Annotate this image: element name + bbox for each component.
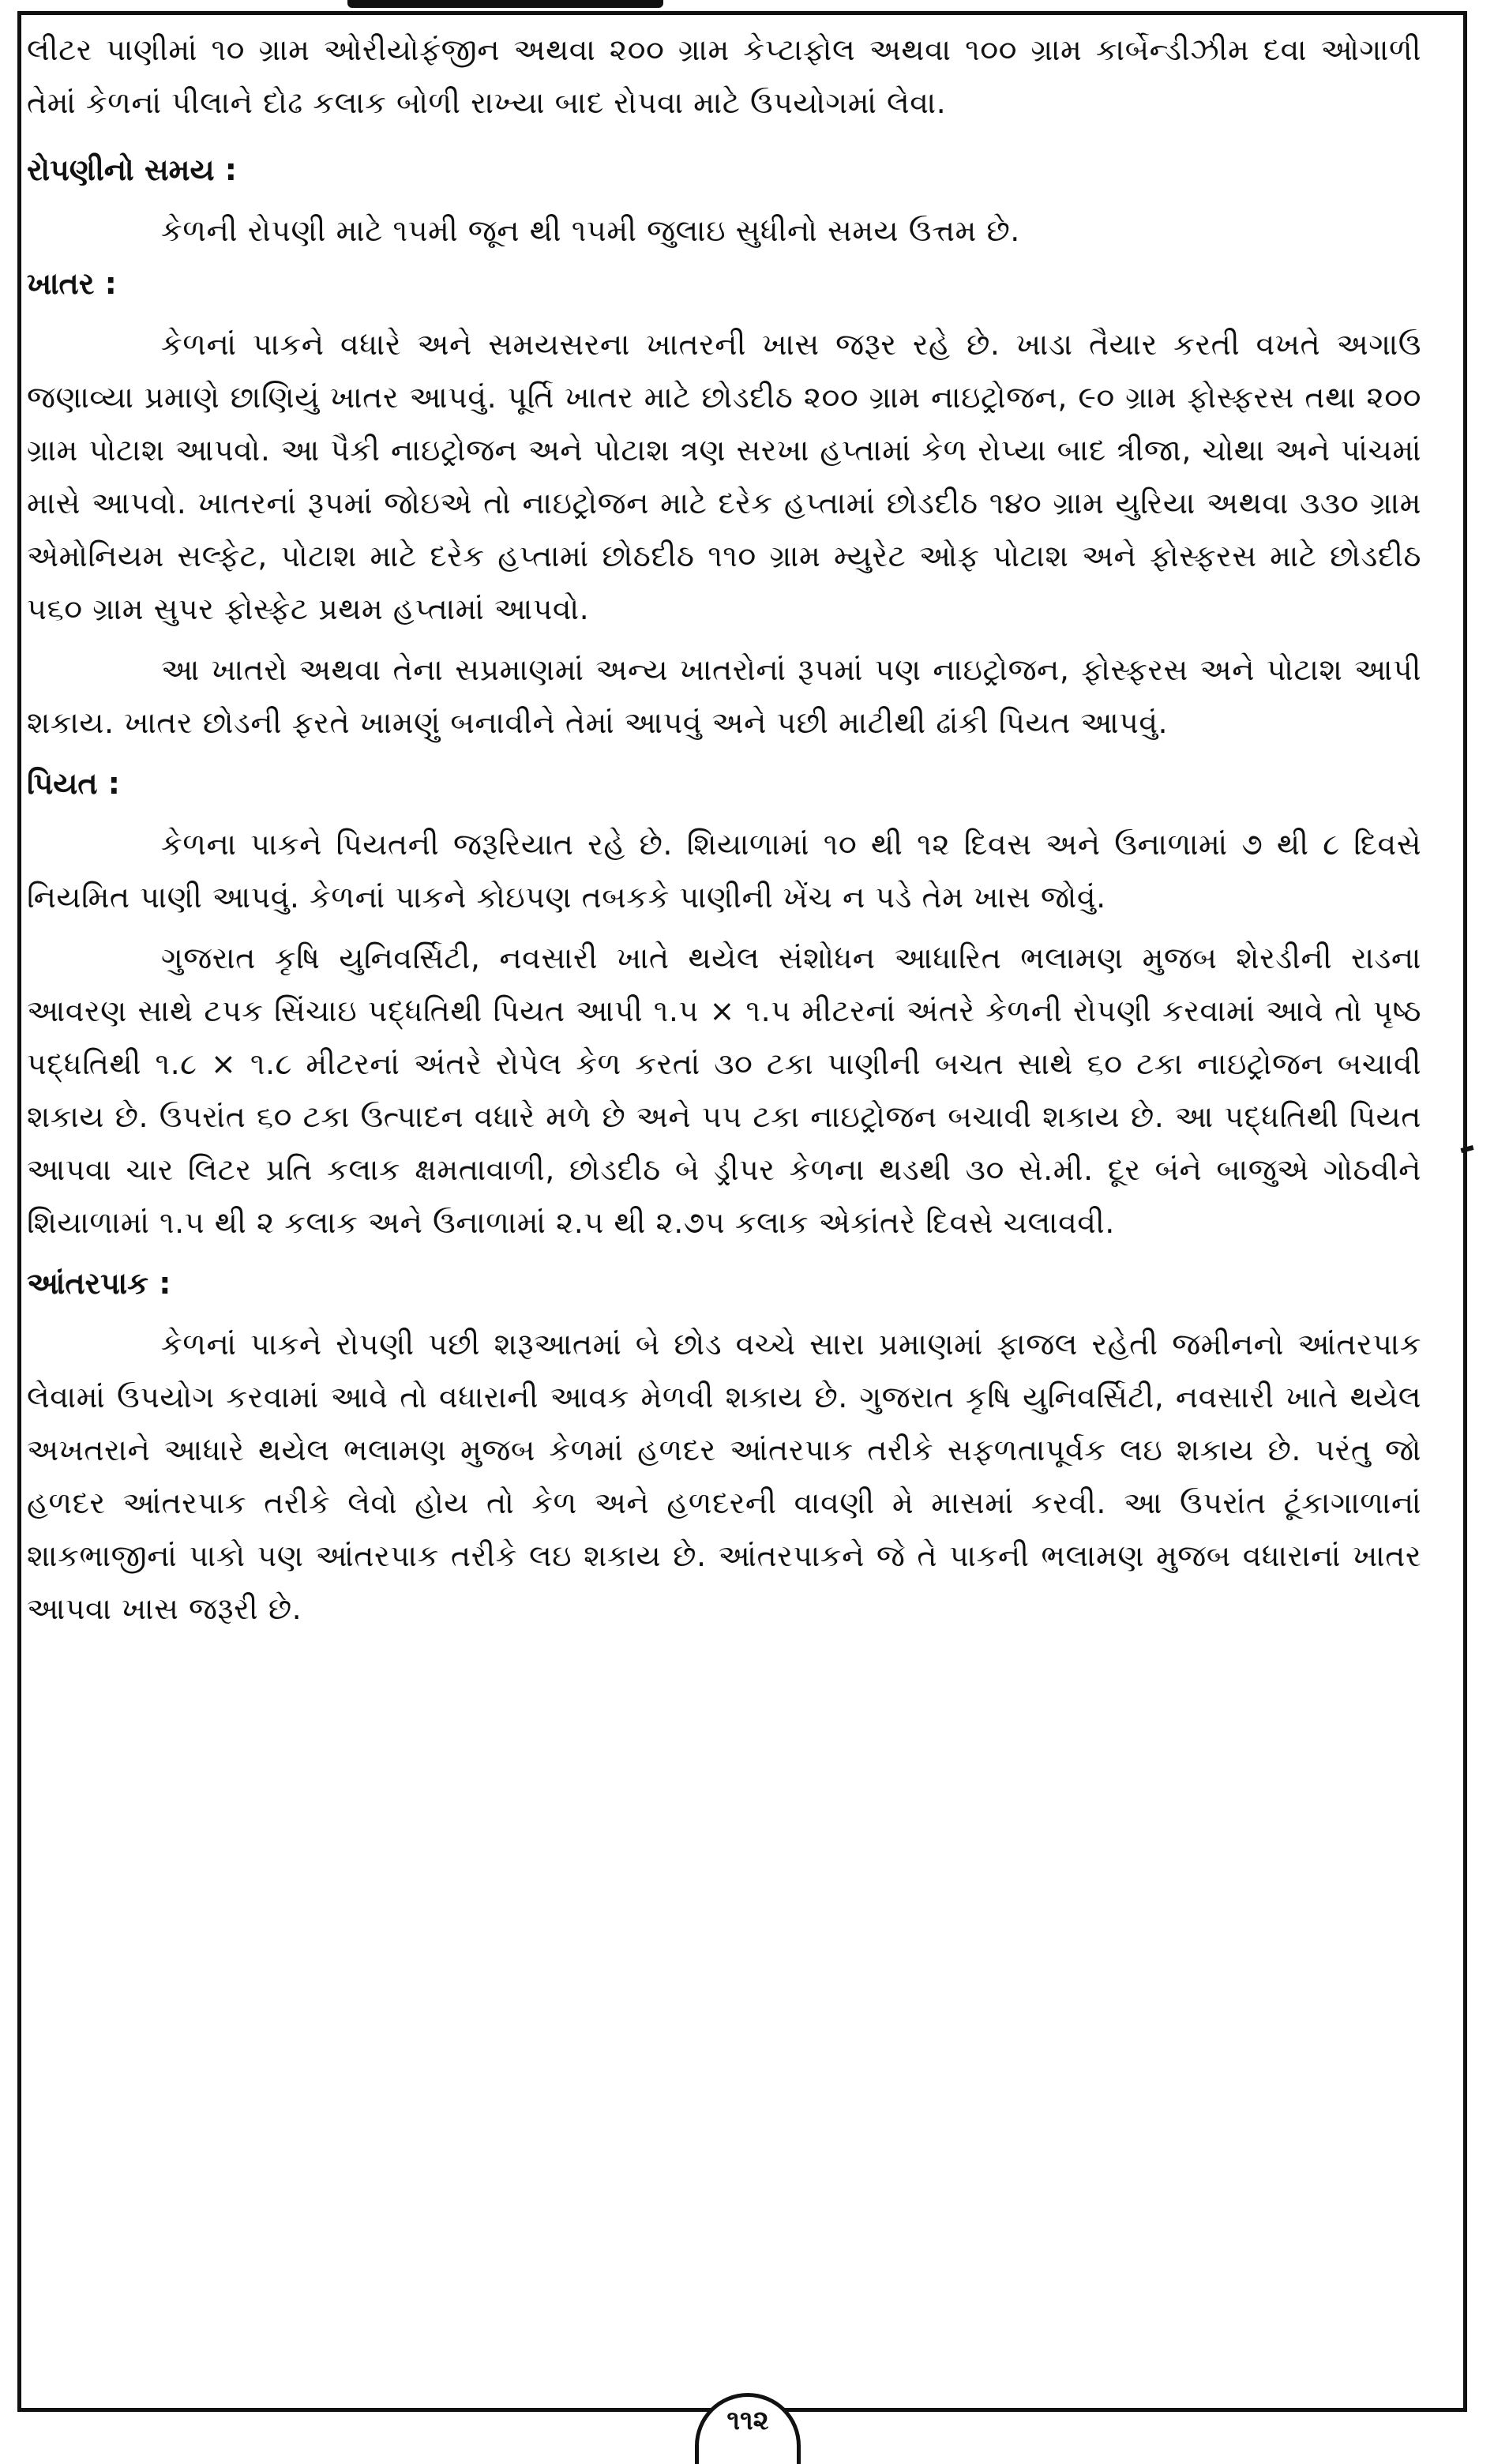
page-number: ૧૧૨ — [726, 2405, 769, 2436]
section-heading-irrigation: પિયત : — [27, 766, 120, 801]
intercrop-paragraph: કેળનાં પાકને રોપણી પછી શરૂઆતમાં બે છોડ વચ્ચે સારા પ્રમાણમાં ફાજલ રહેતી જમીનનો આંતરપાક લેવામાં ઉપયોગ કરવામાં આવે તો વધારાની આવક મેળવી શકાય છે. ગુજરાત કૃષિ યુનિવર્સિટી, નવસારી ખાતે થયેલ અખતરાને આધારે થયેલ ભલામણ મુજબ કેળમાં હળદર આંતરપાક તરીકે સફળતાપૂર્વક લઇ શકાય છે. પરંતુ જો હળદર આંતરપાક તરીકે લેવો હોય તો કેળ અને હળદરની વાવણી મે માસમાં કરવી. આ ઉપરાંત ટૂંકાગાળાનાં શાકભાજીનાં પાકો પણ આંતરપાક તરીકે લઇ શકાય છે. આંતરપાકને જે તે પાકની ભલામણ મુજબ વધારાનાં ખાતર આપવા ખાસ જરૂરી છે. — [27, 1327, 1421, 1626]
fertilizer-paragraph-1: કેળનાં પાકને વધારે અને સમયસરના ખાતરની ખાસ જરૂર રહે છે. ખાડા તૈયાર કરતી વખતે અગાઉ જણાવ્યા પ્રમાણે છાણિયું ખાતર આપવું. પૂર્તિ ખાતર માટે છોડદીઠ ૨૦૦ ગ્રામ નાઇટ્રોજન, ૯૦ ગ્રામ ફોસ્ફરસ તથા ૨૦૦ ગ્રામ પોટાશ આપવો. આ પૈકી નાઇટ્રોજન અને પોટાશ ત્રણ સરખા હપ્તામાં કેળ રોપ્યા બાદ ત્રીજા, ચોથા અને પાંચમાં માસે આપવો. ખાતરનાં રૂપમાં જોઇએ તો નાઇટ્રોજન માટે દરેક હપ્તામાં છોડદીઠ ૧૪૦ ગ્રામ યુરિયા અથવા ૩૩૦ ગ્રામ એમોનિયમ સલ્ફેટ, પોટાશ માટે દરેક હપ્તામાં છોઠદીઠ ૧૧૦ ગ્રામ મ્યુરેટ ઓફ પોટાશ અને ફોસ્ફરસ માટે છોડદીઠ ૫૬૦ ગ્રામ સુપર ફોસ્ફેટ પ્રથમ હપ્તામાં આપવો. — [27, 327, 1421, 626]
intro-paragraph: લીટર પાણીમાં ૧૦ ગ્રામ ઓરીયોફંજીન અથવા ૨૦૦ ગ્રામ કેપ્ટાફોલ અથવા ૧૦૦ ગ્રામ કાર્બેન્ડીઝીમ દવા ઓગાળી તેમાં કેળનાં પીલાને દોઢ કલાક બોળી રાખ્યા બાદ રોપવા માટે ઉપયોગમાં લેવા. — [27, 32, 1421, 120]
fertilizer-paragraph-2: આ ખાતરો અથવા તેના સપ્રમાણમાં અન્ય ખાતરોનાં રૂપમાં પણ નાઇટ્રોજન, ફોસ્ફરસ અને પોટાશ આપી શકાય. ખાતર છોડની ફરતે ખામણું બનાવીને તેમાં આપવું અને પછી માટીથી ઢાંકી પિયત આપવું. — [27, 652, 1421, 740]
planting-time-paragraph: કેળની રોપણી માટે ૧૫મી જૂન થી ૧૫મી જુલાઇ સુધીનો સમય ઉત્તમ છે. — [161, 213, 1020, 248]
page-number-tab — [695, 2393, 801, 2464]
irrigation-paragraph-1: કેળના પાકને પિયતની જરૂરિયાત રહે છે. શિયાળામાં ૧૦ થી ૧૨ દિવસ અને ઉનાળામાં ૭ થી ૮ દિવસે નિયમિત પાણી આપવું. કેળનાં પાકને કોઇપણ તબકકે પાણીની ખેંચ ન પડે તેમ ખાસ જોવું. — [27, 827, 1421, 915]
section-heading-planting-time: રોપણીનો સમય : — [27, 152, 238, 187]
top-tab-decoration — [347, 0, 663, 8]
section-heading-intercrop: આંતરપાક : — [27, 1266, 171, 1301]
page-content — [27, 24, 1421, 1636]
irrigation-paragraph-2: ગુજરાત કૃષિ યુનિવર્સિટી, નવસારી ખાતે થયેલ સંશોધન આધારિત ભલામણ મુજબ શેરડીની રાડના આવરણ સાથે ટપક સિંચાઇ પદ્ધતિથી પિયત આપી ૧.૫ × ૧.૫ મીટરનાં અંતરે કેળની રોપણી કરવામાં આવે તો પૃષ્ઠ પદ્ધતિથી ૧.૮ × ૧.૮ મીટરનાં અંતરે રોપેલ કેળ કરતાં ૩૦ ટકા પાણીની બચત સાથે ૬૦ ટકા નાઇટ્રોજન બચાવી શકાય છે. ઉપરાંત ૬૦ ટકા ઉત્પાદન વધારે મળે છે અને ૫૫ ટકા નાઇટ્રોજન બચાવી શકાય છે. આ પદ્ધતિથી પિયત આપવા ચાર લિટર પ્રતિ કલાક ક્ષમતાવાળી, છોડદીઠ બે ડ્રીપર કેળના થડથી ૩૦ સે.મી. દૂર બંને બાજુએ ગોઠવીને શિયાળામાં ૧.૫ થી ૨ કલાક અને ઉનાળામાં ૨.૫ થી ૨.૭૫ કલાક એકાંતરે દિવસે ચલાવવી. — [27, 941, 1421, 1240]
section-heading-fertilizer: ખાતર : — [27, 266, 117, 301]
